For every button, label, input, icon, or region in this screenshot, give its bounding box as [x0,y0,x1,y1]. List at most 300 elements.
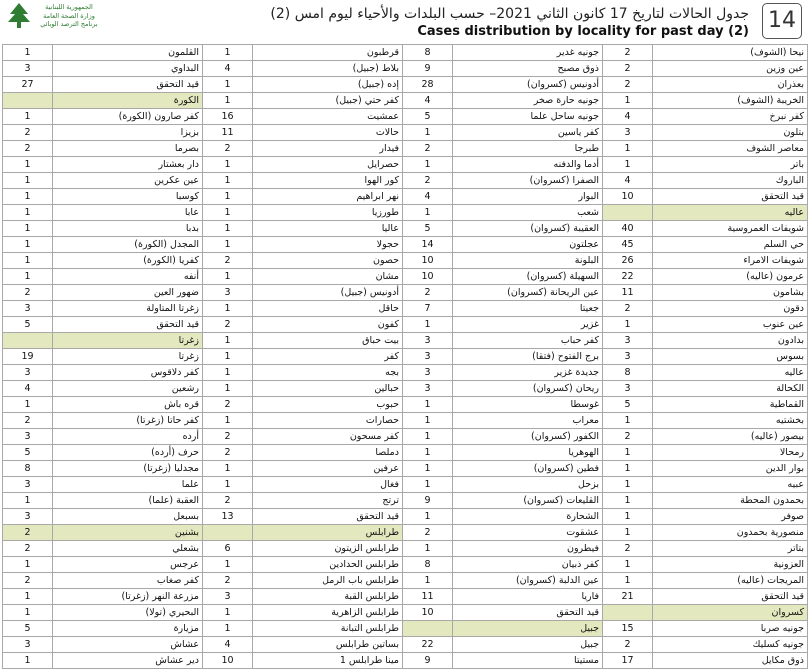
locality-name-cell: الكفور (كسروان) [453,429,603,445]
case-count-cell: 2 [603,61,653,77]
case-count-cell: 1 [3,237,53,253]
table-row [3,461,808,477]
locality-name-cell: الكورة [53,93,203,109]
case-count-cell: 1 [203,237,253,253]
locality-name-cell: كفر دلاقوس [53,365,203,381]
locality-name-cell: البلونة [453,253,603,269]
case-count-cell: 5 [3,317,53,333]
table-row [3,541,808,557]
case-count-cell: 5 [403,221,453,237]
case-count-cell: 1 [603,493,653,509]
locality-name-cell: كفر ياسين [453,125,603,141]
table-row [3,477,808,493]
case-count-cell: 1 [403,461,453,477]
locality-name-cell: كوسبا [53,189,203,205]
locality-name-cell: مزيارة [53,621,203,637]
locality-name-cell: شعب [453,205,603,221]
locality-name-cell: الكحالة [653,381,808,397]
case-count-cell: 1 [403,157,453,173]
case-count-cell: 1 [603,573,653,589]
locality-name-cell: كفر صغاب [53,573,203,589]
locality-name-cell: دار بعشتار [53,157,203,173]
case-count-cell: 3 [203,589,253,605]
locality-name-cell: زغرتا [53,349,203,365]
case-count-cell: 1 [3,605,53,621]
case-count-cell: 1 [3,109,53,125]
locality-name-cell: بوار الدين [653,461,808,477]
table-row [3,205,808,221]
locality-name-cell: كفريا (الكورة) [53,253,203,269]
locality-name-cell: عبيه [653,477,808,493]
locality-name-cell: عشاش [53,637,203,653]
locality-name-cell: عرجس [53,557,203,573]
locality-name-cell: القليعات (كسروان) [453,493,603,509]
case-count-cell: 1 [603,93,653,109]
logo-line-3: برنامج الترصد الوبائي [40,20,98,28]
case-count-cell: 3 [403,381,453,397]
case-count-cell: 45 [603,237,653,253]
case-count-cell: 11 [603,285,653,301]
case-count-cell: 1 [203,381,253,397]
case-count-cell: 1 [203,45,253,61]
table-row [3,221,808,237]
case-count-cell [3,93,53,109]
locality-name-cell: جعيتا [453,301,603,317]
case-count-cell: 1 [203,349,253,365]
case-count-cell: 10 [403,605,453,621]
table-row [3,45,808,61]
locality-name-cell: كفر [253,349,403,365]
locality-name-cell: ذوق مصبح [453,61,603,77]
locality-name-cell: عين وزين [653,61,808,77]
case-count-cell: 2 [603,77,653,93]
case-count-cell: 1 [603,413,653,429]
locality-name-cell: بساتين طرابلس [253,637,403,653]
case-count-cell: 3 [203,285,253,301]
locality-name-cell: عرمون (عاليه) [653,269,808,285]
locality-name-cell: كفون [253,317,403,333]
case-count-cell: 1 [3,253,53,269]
case-count-cell: 3 [3,301,53,317]
locality-name-cell: كفر حباب [453,333,603,349]
table-row [3,445,808,461]
case-count-cell: 1 [203,621,253,637]
case-count-cell: 8 [403,45,453,61]
case-count-cell: 1 [403,413,453,429]
case-count-cell: 2 [603,637,653,653]
case-count-cell: 1 [403,573,453,589]
locality-name-cell: ريحان (كسروان) [453,381,603,397]
locality-name-cell: دير عشاش [53,653,203,669]
case-count-cell: 1 [403,509,453,525]
case-count-cell: 2 [603,541,653,557]
case-count-cell: 1 [3,493,53,509]
locality-name-cell: بصرما [53,141,203,157]
locality-name-cell: جونيه غدير [453,45,603,61]
locality-name-cell: ذوق مكايل [653,653,808,669]
case-count-cell: 3 [3,477,53,493]
ministry-logo [4,2,104,36]
case-count-cell [603,205,653,221]
locality-name-cell: بزحل [453,477,603,493]
locality-name-cell: مشان [253,269,403,285]
locality-name-cell: قيد التحقق [653,189,808,205]
case-count-cell: 21 [603,589,653,605]
table-row [3,333,808,349]
table-row [3,317,808,333]
locality-name-cell: دقون [653,301,808,317]
table-row [3,413,808,429]
case-count-cell: 1 [203,461,253,477]
case-count-cell: 2 [403,285,453,301]
locality-name-cell: أدونيس (جبيل) [253,285,403,301]
case-count-cell: 1 [603,317,653,333]
locality-name-cell: طرابلس باب الرمل [253,573,403,589]
locality-name-cell: البحيري (تولا) [53,605,203,621]
case-count-cell: 1 [203,205,253,221]
case-count-cell: 9 [403,61,453,77]
locality-name-cell: شويفات الامراء [653,253,808,269]
locality-name-cell: معاصر الشوف [653,141,808,157]
locality-name-cell: مستيتا [453,653,603,669]
case-count-cell: 3 [403,349,453,365]
table-row [3,653,808,669]
locality-name-cell: كفر حاتا (زغرتا) [53,413,203,429]
case-count-cell: 15 [603,621,653,637]
case-count-cell: 3 [403,333,453,349]
locality-name-cell: قيد التحقق [653,589,808,605]
locality-name-cell: منصورية بحمدون [653,525,808,541]
case-count-cell: 4 [203,61,253,77]
case-count-cell: 4 [603,109,653,125]
case-count-cell: 1 [403,477,453,493]
locality-name-cell: المجدل (الكورة) [53,237,203,253]
locality-name-cell: معراب [453,413,603,429]
case-count-cell: 1 [3,397,53,413]
locality-name-cell: عاليه [653,365,808,381]
locality-name-cell: طبرجا [453,141,603,157]
locality-name-cell: قيد التحقق [453,605,603,621]
case-count-cell: 3 [603,349,653,365]
locality-name-cell: باتر [653,157,808,173]
locality-name-cell: مجدليا (زغرتا) [53,461,203,477]
case-count-cell: 2 [403,173,453,189]
table-row [3,141,808,157]
table-row [3,349,808,365]
locality-name-cell: رشعين [53,381,203,397]
locality-name-cell: غوسطا [453,397,603,413]
locality-name-cell: عرفين [253,461,403,477]
case-count-cell: 2 [3,541,53,557]
locality-name-cell: صوفر [653,509,808,525]
case-count-cell: 2 [3,141,53,157]
case-count-cell: 1 [403,397,453,413]
case-count-cell: 1 [3,205,53,221]
locality-name-cell: بخشتيه [653,413,808,429]
case-count-cell: 8 [403,557,453,573]
locality-name-cell: كسروان [653,605,808,621]
case-count-cell: 4 [403,93,453,109]
case-count-cell: 3 [603,381,653,397]
case-count-cell: 2 [203,573,253,589]
case-count-cell: 1 [203,221,253,237]
locality-name-cell: قيد التحقق [253,509,403,525]
case-count-cell: 2 [403,525,453,541]
case-count-cell: 1 [3,157,53,173]
locality-name-cell: فيدار [253,141,403,157]
logo-line-1: الجمهورية اللبنانية [45,3,93,11]
locality-name-cell: حصارات [253,413,403,429]
locality-name-cell: بيصور (عاليه) [653,429,808,445]
locality-name-cell: القماطية [653,397,808,413]
locality-name-cell: الصفرا (كسروان) [453,173,603,189]
case-count-cell: 1 [3,45,53,61]
page-title-arabic: جدول الحالات لتاريخ 17 كانون الثاني 2021– حسب البلدات والأحياء ليوم امس (2) [270,6,749,22]
case-count-cell: 2 [203,253,253,269]
case-count-cell: 1 [203,557,253,573]
locality-name-cell: عاليه [653,205,808,221]
locality-name-cell: فغال [253,477,403,493]
locality-name-cell: أدونيس (كسروان) [453,77,603,93]
locality-name-cell: عجلتون [453,237,603,253]
case-count-cell: 1 [3,173,53,189]
case-count-cell: 2 [3,125,53,141]
locality-name-cell: بتاتر [653,541,808,557]
case-count-cell: 26 [603,253,653,269]
locality-name-cell: قره باش [53,397,203,413]
locality-name-cell: حصرايل [253,157,403,173]
case-count-cell: 2 [603,429,653,445]
logo-line-2: وزارة الصحة العامة [43,11,95,20]
locality-name-cell: بشنين [53,525,203,541]
case-count-cell: 1 [203,301,253,317]
locality-name-cell: الشحارة [453,509,603,525]
locality-name-cell: كفر ذبيان [453,557,603,573]
case-count-cell: 2 [3,413,53,429]
table-row [3,621,808,637]
case-count-cell: 8 [3,461,53,477]
table-row [3,189,808,205]
case-count-cell: 5 [3,621,53,637]
locality-name-cell: عين عنوب [653,317,808,333]
locality-name-cell: طورزيا [253,205,403,221]
locality-name-cell: حصون [253,253,403,269]
cases-table [2,44,808,669]
locality-name-cell: العزونية [653,557,808,573]
case-count-cell: 1 [203,93,253,109]
case-count-cell: 10 [403,269,453,285]
locality-name-cell: بشامون [653,285,808,301]
case-count-cell: 4 [403,189,453,205]
locality-name-cell: عين الدلبة (كسروان) [453,573,603,589]
table-row [3,125,808,141]
locality-name-cell: كفر حتي (جبيل) [253,93,403,109]
case-count-cell: 1 [3,653,53,669]
case-count-cell: 1 [603,557,653,573]
locality-name-cell: فاريا [453,589,603,605]
case-count-cell: 9 [403,653,453,669]
case-count-cell [203,525,253,541]
locality-name-cell: الهوهريا [453,445,603,461]
locality-name-cell: عاليا [253,221,403,237]
case-count-cell: 2 [3,525,53,541]
case-count-cell: 1 [403,445,453,461]
locality-name-cell: نهر ابراهيم [253,189,403,205]
locality-name-cell: جونيه حارة صخر [453,93,603,109]
table-row [3,173,808,189]
table-row [3,429,808,445]
case-count-cell: 1 [3,221,53,237]
locality-name-cell: جديدة غزير [453,365,603,381]
table-row [3,573,808,589]
case-count-cell: 2 [203,397,253,413]
case-count-cell: 1 [203,365,253,381]
table-row [3,637,808,653]
case-count-cell: 5 [403,109,453,125]
case-count-cell: 5 [3,445,53,461]
case-count-cell: 4 [603,173,653,189]
case-count-cell: 8 [603,365,653,381]
case-count-cell: 4 [203,637,253,653]
table-row [3,109,808,125]
locality-name-cell: كفر مسحون [253,429,403,445]
case-count-cell: 1 [403,317,453,333]
case-count-cell: 1 [403,205,453,221]
locality-name-cell: أنفه [53,269,203,285]
case-count-cell: 1 [603,141,653,157]
page-number: 14 [762,3,802,39]
case-count-cell: 3 [3,365,53,381]
locality-name-cell: طرابلس الزاهرية [253,605,403,621]
locality-name-cell: البداوي [53,61,203,77]
locality-name-cell: طرابلس التبانة [253,621,403,637]
locality-name-cell: العقيبة (كسروان) [453,221,603,237]
header [0,0,809,44]
case-count-cell: 2 [203,141,253,157]
locality-name-cell: بدادون [653,333,808,349]
table-row [3,285,808,301]
locality-name-cell: بدبا [53,221,203,237]
table-row [3,77,808,93]
case-count-cell: 10 [403,253,453,269]
case-count-cell: 5 [603,397,653,413]
locality-name-cell: حرف (أرده) [53,445,203,461]
case-count-cell: 40 [603,221,653,237]
table-row [3,557,808,573]
case-count-cell: 9 [403,493,453,509]
case-count-cell: 2 [203,317,253,333]
case-count-cell: 27 [3,77,53,93]
locality-name-cell: بشعلي [53,541,203,557]
case-count-cell [603,605,653,621]
locality-name-cell: عابا [53,205,203,221]
cases-table-body [3,45,808,669]
case-count-cell: 10 [603,189,653,205]
case-count-cell: 11 [203,125,253,141]
case-count-cell: 1 [403,125,453,141]
case-count-cell: 1 [203,413,253,429]
case-count-cell: 1 [3,589,53,605]
case-count-cell: 13 [203,509,253,525]
locality-name-cell: عمشيت [253,109,403,125]
locality-name-cell: جونيه كسليك [653,637,808,653]
locality-name-cell: البوار [453,189,603,205]
table-row [3,605,808,621]
case-count-cell: 3 [403,365,453,381]
case-count-cell: 1 [203,77,253,93]
case-count-cell: 1 [603,157,653,173]
case-count-cell: 6 [203,541,253,557]
locality-name-cell: حالات [253,125,403,141]
case-count-cell: 1 [203,333,253,349]
locality-name-cell: بسوس [653,349,808,365]
table-row [3,301,808,317]
table-row [3,509,808,525]
case-count-cell: 3 [3,429,53,445]
locality-name-cell: حبالين [253,381,403,397]
table-row [3,61,808,77]
cedar-tree-icon [6,2,32,30]
case-count-cell: 3 [3,61,53,77]
table-row [3,237,808,253]
locality-name-cell: إده (جبيل) [253,77,403,93]
locality-name-cell: حاقل [253,301,403,317]
locality-name-cell: برج الفتوح (فتقا) [453,349,603,365]
locality-name-cell: أرده [53,429,203,445]
case-count-cell: 4 [3,381,53,397]
case-count-cell: 1 [203,173,253,189]
case-count-cell: 2 [603,45,653,61]
locality-name-cell: السهيلة (كسروان) [453,269,603,285]
table-row [3,589,808,605]
case-count-cell: 1 [603,461,653,477]
locality-name-cell: القلمون [53,45,203,61]
locality-name-cell: بحمدون المحطة [653,493,808,509]
case-count-cell: 22 [403,637,453,653]
table-row [3,93,808,109]
case-count-cell: 1 [3,189,53,205]
locality-name-cell: حي السلم [653,237,808,253]
case-count-cell: 1 [203,605,253,621]
locality-name-cell: زغرتا المتاولة [53,301,203,317]
locality-name-cell: شويفات العمروسية [653,221,808,237]
locality-name-cell: غزير [453,317,603,333]
case-count-cell: 2 [3,573,53,589]
table-row [3,381,808,397]
case-count-cell: 2 [403,141,453,157]
page-title-english: Cases distribution by locality for past day (2) [417,24,749,39]
locality-name-cell: مينا طرابلس 1 [253,653,403,669]
case-count-cell [3,333,53,349]
locality-name-cell: حجولا [253,237,403,253]
locality-name-cell: كور الهوا [253,173,403,189]
locality-name-cell: بلاط (جبيل) [253,61,403,77]
case-count-cell: 17 [603,653,653,669]
case-count-cell: 2 [203,429,253,445]
locality-name-cell: جونيه ساحل علما [453,109,603,125]
locality-name-cell: نيحا (الشوف) [653,45,808,61]
locality-name-cell: رمحالا [653,445,808,461]
locality-name-cell: بعذران [653,77,808,93]
locality-name-cell: جبيل [453,621,603,637]
locality-name-cell: أدما والدفنه [453,157,603,173]
locality-name-cell: بزيزا [53,125,203,141]
case-count-cell: 3 [3,637,53,653]
ministry-name [34,3,104,29]
locality-name-cell: بجه [253,365,403,381]
locality-name-cell: ترتج [253,493,403,509]
table-row [3,365,808,381]
